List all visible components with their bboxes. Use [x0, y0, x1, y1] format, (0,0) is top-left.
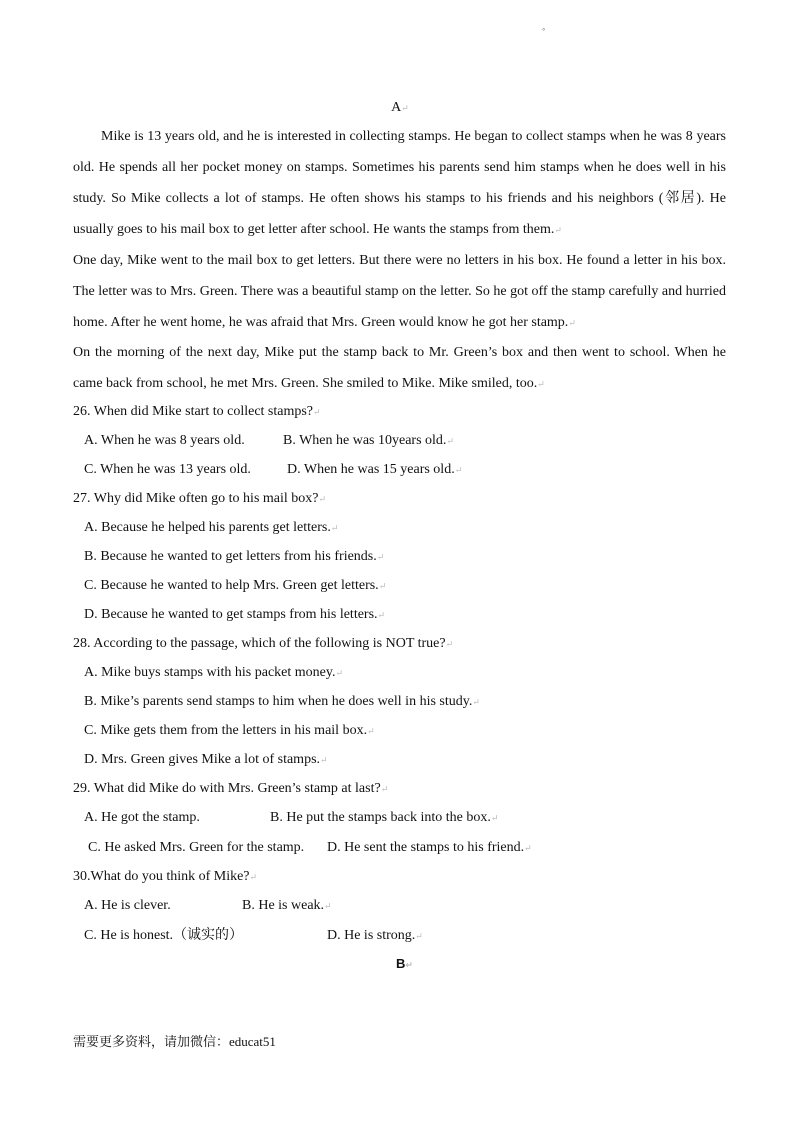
q26-option-d: D. When he was 15 years old.↵: [287, 462, 463, 477]
question-27: 27. Why did Mike often go to his mail box?↵: [73, 491, 327, 506]
passage-paragraph-2: One day, Mike went to the mail box to get letters. But there were no letters in his box. He found a letter in his box. The letter was to Mrs. Green. There was a beautiful stamp on the letter. So he got off the stamp carefully and hurried home. After he went home, he was afraid that Mrs. Green would know he got her stamp.↵: [73, 253, 727, 330]
q28-option-d: D. Mrs. Green gives Mike a lot of stamps.↵: [84, 752, 328, 767]
q30-option-a: A. He is clever.: [84, 898, 171, 913]
section-a-title: A↵: [391, 100, 409, 115]
q28-option-a: A. Mike buys stamps with his packet money.↵: [84, 665, 343, 680]
question-30: 30.What do you think of Mike?↵: [73, 869, 258, 884]
section-b-title: B↵: [396, 956, 413, 971]
passage-paragraph-1: Mike is 13 years old, and he is interested in collecting stamps. He began to collect stamps when he was 8 years old. He spends all her pocket money on stamps. Sometimes his parents send him stamps when he does well in his study. So Mike collects a lot of stamps. He often shows his stamps to his friends and his neighbors (邻居). He usually goes to his mail box to get letter after school. He wants the stamps from them.↵: [73, 129, 726, 237]
q29-option-b: B. He put the stamps back into the box.↵: [270, 810, 499, 825]
q27-option-d: D. Because he wanted to get stamps from his letters.↵: [84, 607, 386, 622]
q28-option-b: B. Mike’s parents send stamps to him when he does well in his study.↵: [84, 694, 480, 709]
header-dot: ◦: [542, 24, 546, 34]
question-29: 29. What did Mike do with Mrs. Green’s stamp at last?↵: [73, 781, 389, 796]
q26-option-a: A. When he was 8 years old.: [84, 433, 245, 448]
q27-option-a: A. Because he helped his parents get letters.↵: [84, 520, 339, 535]
q29-option-d: D. He sent the stamps to his friend.↵: [327, 840, 532, 855]
q30-option-b: B. He is weak.↵: [242, 898, 332, 913]
q28-option-c: C. Mike gets them from the letters in his mail box.↵: [84, 723, 375, 738]
q27-option-c: C. Because he wanted to help Mrs. Green get letters.↵: [84, 578, 387, 593]
q26-option-b: B. When he was 10years old.↵: [283, 433, 454, 448]
q27-option-b: B. Because he wanted to get letters from his friends.↵: [84, 549, 385, 564]
q26-option-c: C. When he was 13 years old.: [84, 462, 251, 477]
footer-note: 需要更多资料，请加微信：educat51: [73, 1034, 276, 1049]
q30-option-c: C. He is honest.（诚实的）: [84, 928, 244, 943]
question-26: 26. When did Mike start to collect stamps?↵: [73, 404, 321, 419]
q29-option-a: A. He got the stamp.: [84, 810, 200, 825]
q29-option-c: C. He asked Mrs. Green for the stamp.: [88, 840, 305, 855]
passage-paragraph-3: On the morning of the next day, Mike put the stamp back to Mr. Green’s box and then went to school. When he came back from school, he met Mrs. Green. She smiled to Mike. Mike smiled, too.↵: [73, 345, 726, 391]
q30-option-d: D. He is strong.↵: [327, 928, 423, 943]
question-28: 28. According to the passage, which of the following is NOT true?↵: [73, 636, 454, 651]
